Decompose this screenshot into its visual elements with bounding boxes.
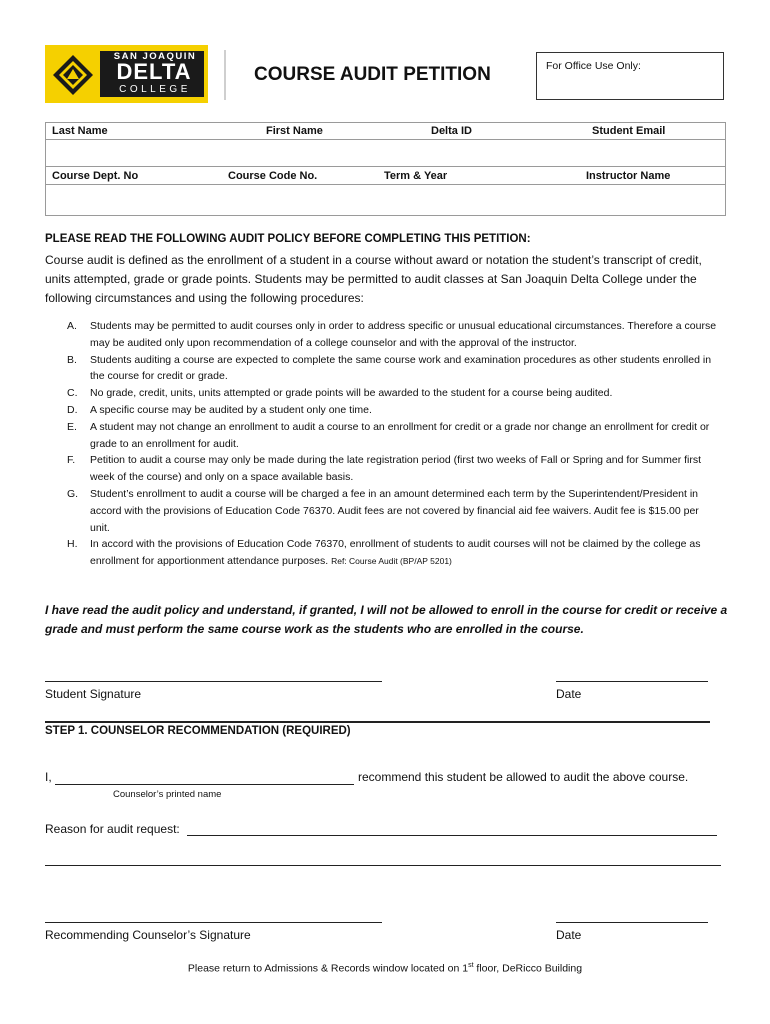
delta-id-header: Delta ID (431, 125, 472, 137)
table-divider (45, 166, 726, 167)
student-email-input[interactable] (587, 141, 725, 166)
policy-intro: Course audit is defined as the enrollment of a student in a course without award or notation the student’s transcript of credit, units attempted, grade or grade points. Students may be permitted to audit classes at San Joaquin Delta College under the following circumstances and using the following procedures: (45, 253, 702, 305)
policy-item: B. Students auditing a course are expected to complete the same course work and examination procedures as other students enrolled in the course for credit or grade. (67, 353, 712, 383)
policy-item: G. Student’s enrollment to audit a course will be charged a fee in an amount determined each term by the Superintendent/President in accord with the provisions of Education Code 76370. Audit fees are not covered by financial aid fee waivers. Audit fee is $15.00 per unit. (67, 487, 699, 534)
student-date-line[interactable] (556, 681, 708, 682)
first-name-header: First Name (266, 125, 323, 137)
last-name-header: Last Name (52, 125, 108, 137)
reason-line[interactable] (187, 835, 717, 836)
counselor-name-line[interactable] (55, 784, 354, 785)
logo-line3: COLLEGE (119, 84, 191, 95)
student-date-label: Date (556, 687, 582, 701)
policy-item: D. A specific course may be audited by a student only one time. (67, 403, 372, 416)
student-email-header: Student Email (592, 125, 666, 137)
logo-line2: DELTA (116, 59, 192, 84)
reason-label: Reason for audit request: (45, 822, 180, 836)
student-signature-label: Student Signature (45, 687, 142, 701)
policy-item: C. No grade, credit, units, units attempted or grade points will be awarded to the student for a course being audited. (67, 387, 613, 400)
last-name-input[interactable] (47, 141, 261, 166)
table-divider (45, 184, 726, 185)
section-divider (45, 721, 710, 723)
reason-line-2[interactable] (45, 865, 721, 866)
instructor-name-input[interactable] (582, 186, 725, 214)
step1-heading: STEP 1. COUNSELOR RECOMMENDATION (REQUIRED) (45, 725, 351, 737)
policy-heading: PLEASE READ THE FOLLOWING AUDIT POLICY BEFORE COMPLETING THIS PETITION: (45, 233, 531, 245)
term-year-input[interactable] (378, 186, 582, 214)
first-name-input[interactable] (262, 141, 426, 166)
delta-emblem-icon (51, 53, 95, 97)
course-code-header: Course Code No. (228, 170, 318, 182)
course-dept-input[interactable] (47, 186, 221, 214)
policy-reference: Ref: Course Audit (BP/AP 5201) (331, 556, 452, 567)
delta-id-input[interactable] (427, 141, 586, 166)
policy-item: H. In accord with the provisions of Education Code 76370, enrollment of students to audit courses will not be claimed by the college as enrollment for apportionment attendance purposes. Ref: Course Audit (BP/AP 5201) (67, 538, 701, 568)
term-year-header: Term & Year (384, 170, 448, 182)
counselor-printed-name-label: Counselor’s printed name (113, 789, 222, 800)
header-divider (224, 50, 226, 100)
counselor-signature-line[interactable] (45, 922, 382, 923)
college-logo (45, 45, 208, 103)
policy-list (45, 318, 720, 570)
table-divider (45, 139, 726, 140)
student-signature-line[interactable] (45, 681, 382, 682)
counselor-date-line[interactable] (556, 922, 708, 923)
course-dept-header: Course Dept. No (52, 170, 139, 182)
counselor-date-label: Date (556, 928, 582, 942)
recommend-text: recommend this student be allowed to audit the above course. (358, 770, 689, 784)
office-use-label: For Office Use Only: (546, 60, 641, 72)
policy-item: A. Students may be permitted to audit courses only in order to address specific or unusual educational circumstances. Therefore a course may be audited only upon recommendation of a college counselor and with the approval of the instructor. (67, 320, 717, 349)
logo-line1: SAN JOAQUIN (113, 51, 197, 62)
return-instructions: Please return to Admissions & Records window located on 1st floor, DeRicco Building (187, 962, 583, 975)
acknowledgement-statement: I have read the audit policy and understand, if granted, I will not be allowed to enroll in the course for credit or receive a grade and must perform the same course work as the students who are enrolled in the course. (45, 603, 728, 636)
i-prefix: I, (45, 770, 52, 784)
counselor-signature-label: Recommending Counselor’s Signature (45, 928, 251, 942)
instructor-name-header: Instructor Name (586, 170, 671, 182)
course-code-input[interactable] (222, 186, 376, 214)
policy-item: F. Petition to audit a course may only be made during the late registration period (first two weeks of Fall or Spring and for Summer first week of the course) and only on a space available basis. (67, 454, 702, 484)
page-title: COURSE AUDIT PETITION (254, 64, 491, 85)
policy-item: E. A student may not change an enrollment to audit a course to an enrollment for credit or a grade nor change an enrollment for credit or grade to an enrollment for audit. (67, 420, 710, 450)
